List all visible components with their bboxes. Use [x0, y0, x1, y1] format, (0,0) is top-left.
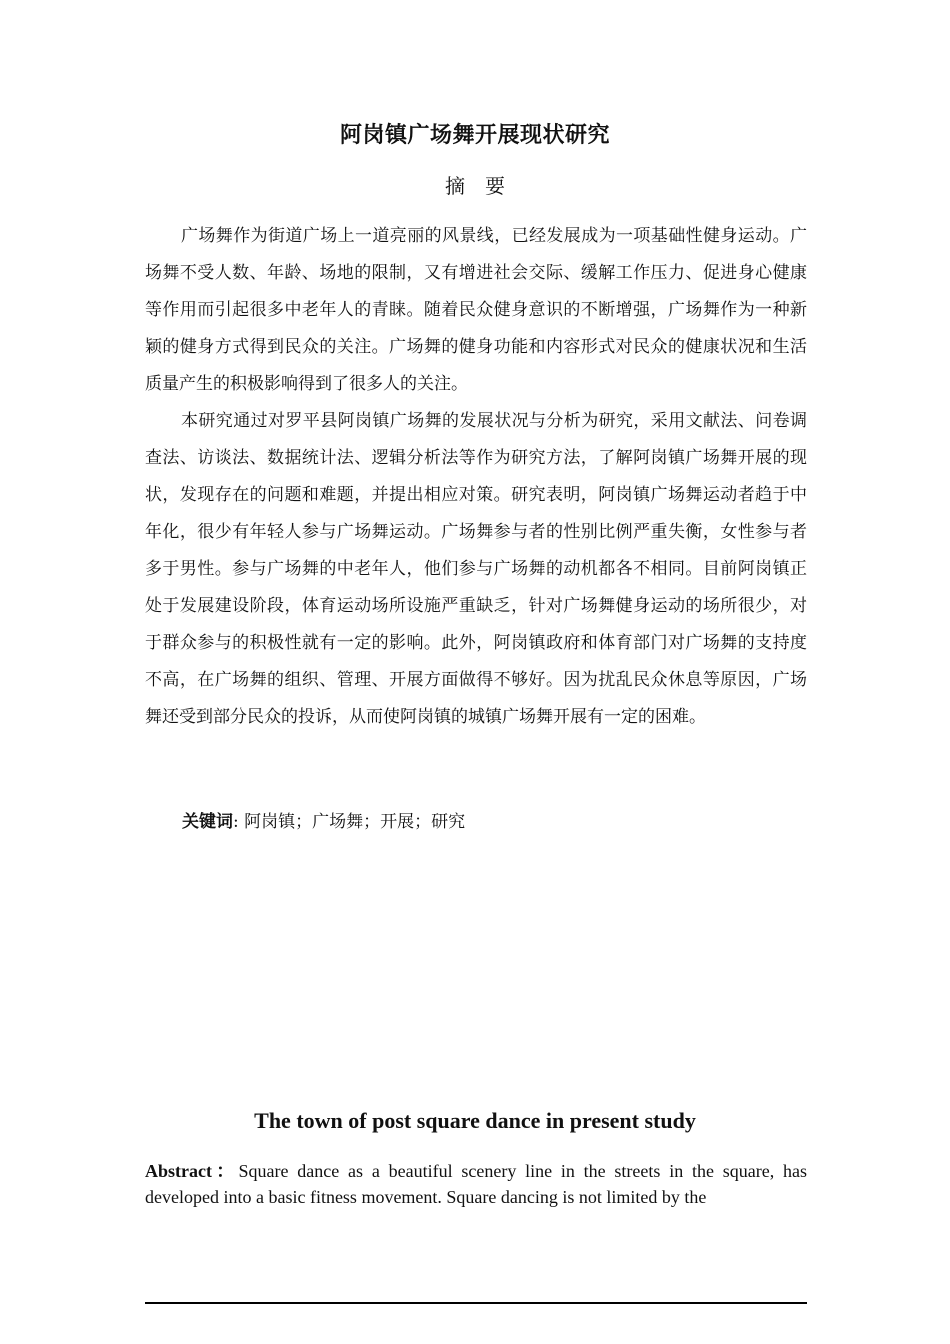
english-abstract [145, 1158, 807, 1210]
keywords-separator: : [233, 812, 239, 832]
chinese-keywords [182, 806, 807, 838]
chinese-title: 阿岗镇广场舞开展现状研究 [339, 123, 610, 148]
chinese-abstract-body [145, 218, 807, 736]
english-title: The town of post square dance in present study [254, 1108, 696, 1133]
chinese-abstract-paragraph-1: 广场舞作为街道广场上一道亮丽的风景线，已经发展成为一项基础性健身运动。广场舞不受人数、年龄、场地的限制，又有增进社会交际、缓解工作压力、促进身心健康等作用而引起很多中老年人的青睐。随着民众健身意识的不断增强，广场舞作为一种新颖的健身方式得到民众的关注。广场舞的健身功能和内容形式对民众的健康状况和生活质量产生的积极影响得到了很多人的关注。 [145, 226, 807, 394]
chinese-abstract-paragraph-2: 本研究通过对罗平县阿岗镇广场舞的发展状况与分析为研究，采用文献法、问卷调查法、访谈法、数据统计法、逻辑分析法等作为研究方法，了解阿岗镇广场舞开展的现状，发现存在的问题和难题，并提出相应对策。研究表明，阿岗镇广场舞运动者趋于中年化，很少有年轻人参与广场舞运动。广场舞参与者的性别比例严重失衡，女性参与者多于男性。参与广场舞的中老年人，他们参与广场舞的动机都各不相同。目前阿岗镇正处于发展建设阶段，体育运动场所设施严重缺乏，针对广场舞健身运动的场所很少，对于群众参与的积极性就有一定的影响。此外，阿岗镇政府和体育部门对广场舞的支持度不高，在广场舞的组织、管理、开展方面做得不够好。因为扰乱民众休息等原因，广场舞还受到部分民众的投诉，从而使阿岗镇的城镇广场舞开展有一定的困难。 [145, 411, 807, 727]
english-abstract-text: Square dance as a beautiful scenery line in the streets in the square, has developed into a basic fitness movement. Square dancing is not limited by the [145, 1161, 807, 1207]
keywords-label: 关键词 [182, 812, 233, 832]
keywords-value: 阿岗镇；广场舞；开展；研究 [244, 812, 466, 832]
english-abstract-label: Abstract： [145, 1161, 239, 1181]
chinese-abstract-heading: 摘要 [445, 174, 525, 198]
footer-divider [145, 1302, 807, 1304]
